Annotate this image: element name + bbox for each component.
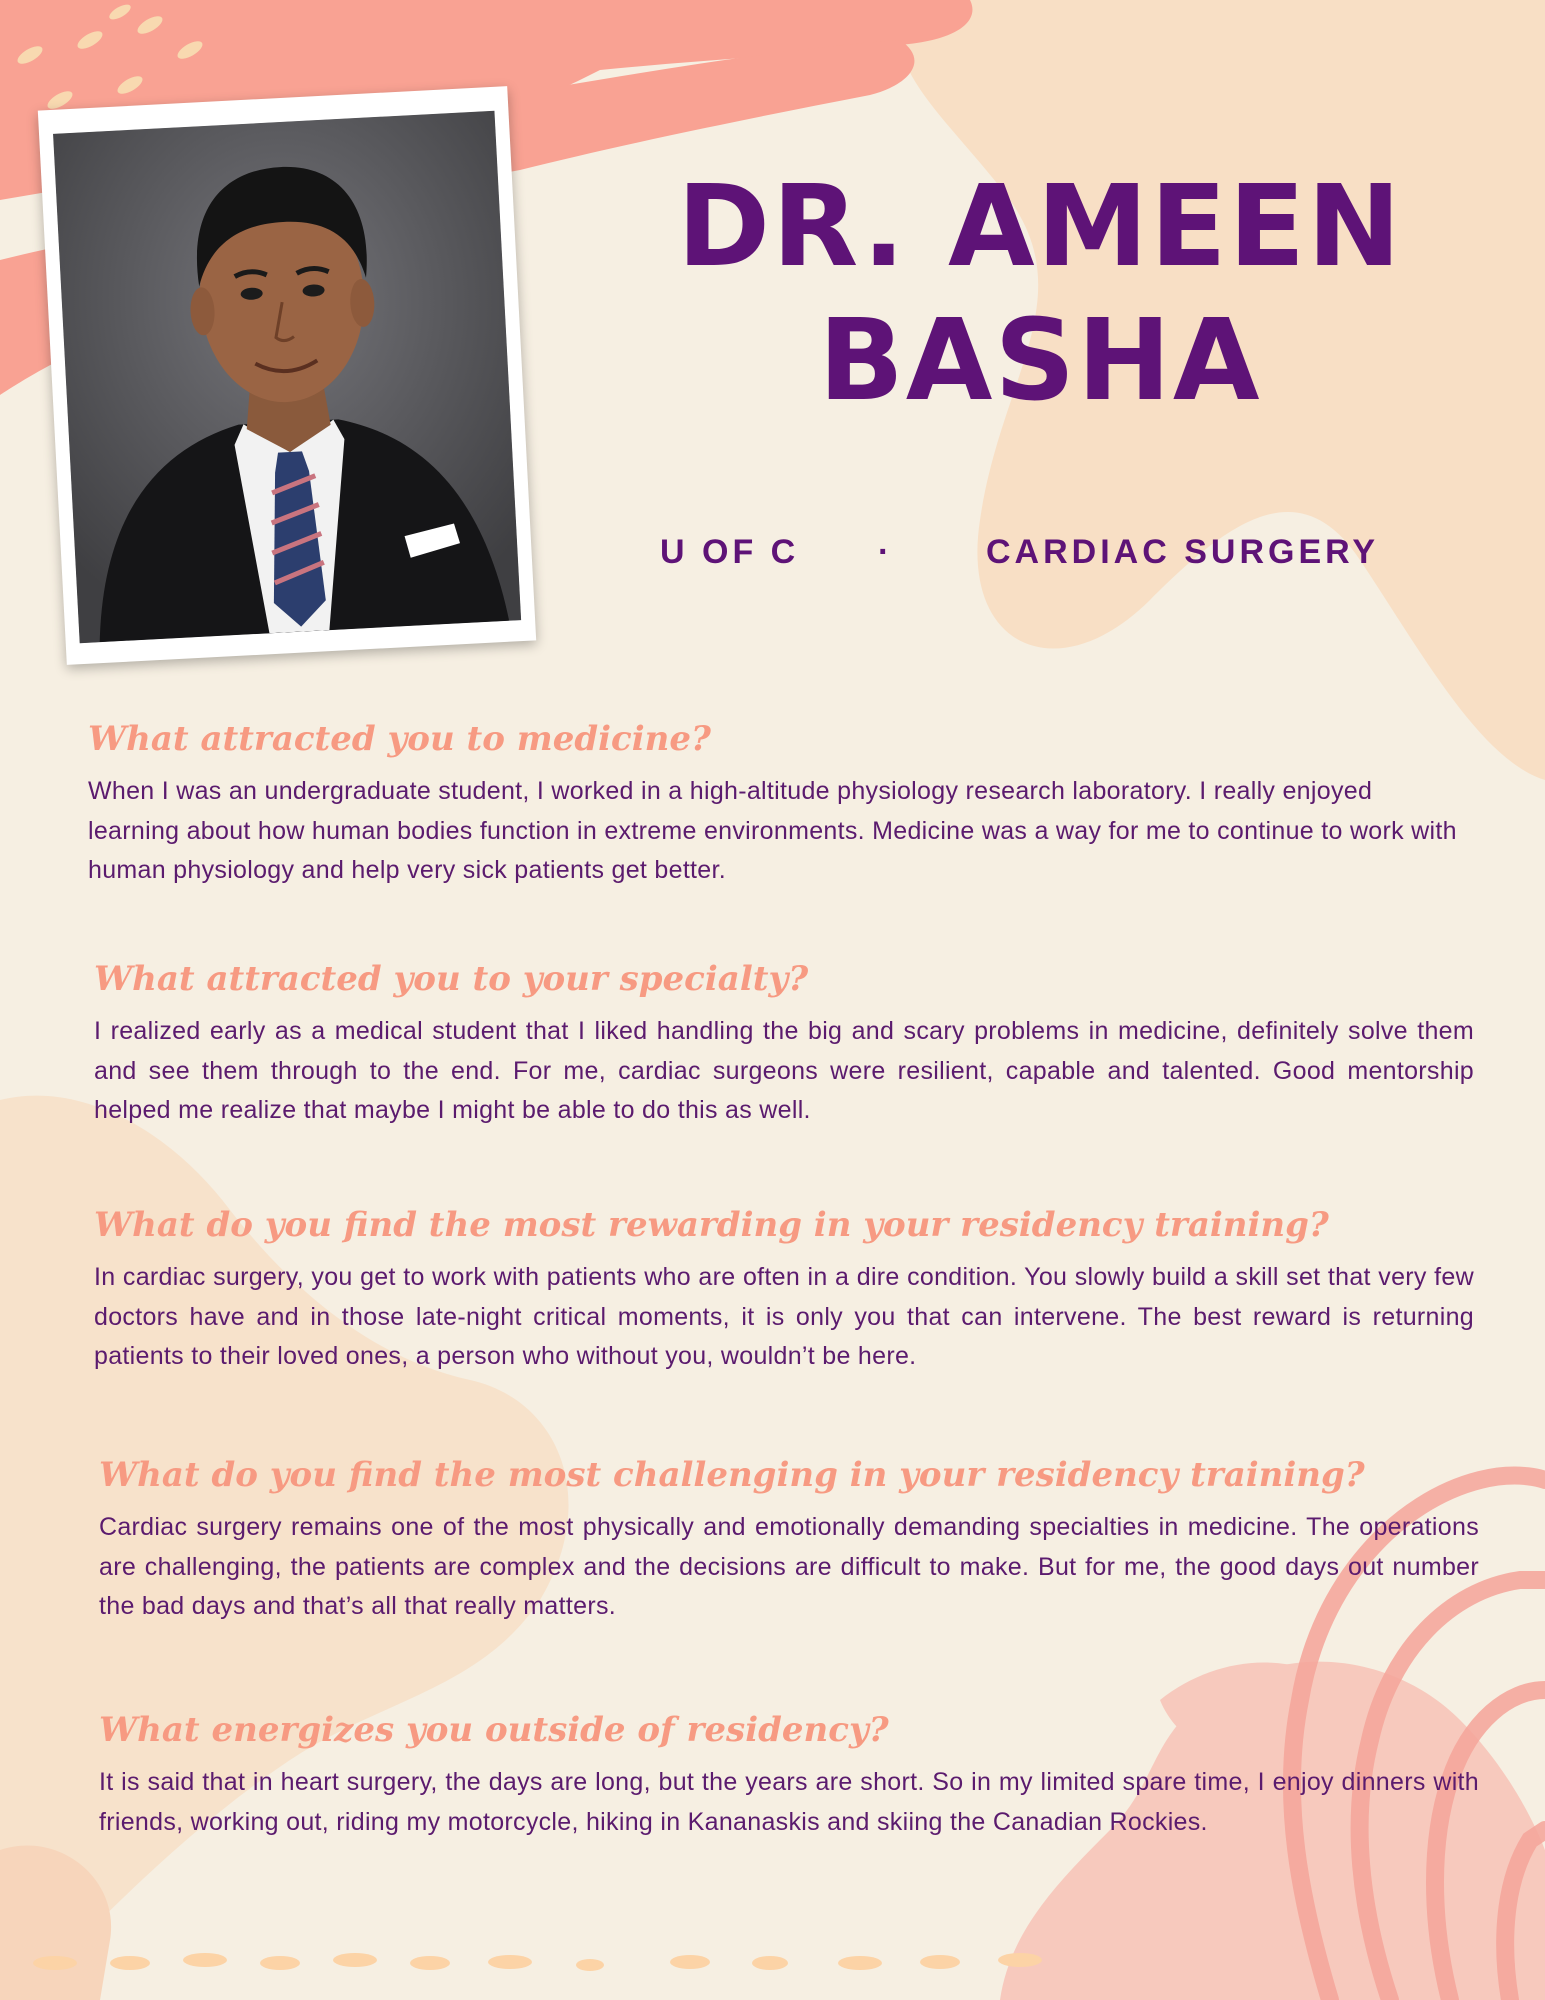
qa-section-specialty bbox=[94, 958, 1474, 1131]
name-line-2: BASHA bbox=[818, 296, 1262, 426]
answer-text: When I was an undergraduate student, I worked in a high-altitude physiology research laboratory. I really enjoyed learning about how human bodies function in extreme environments. Medicine was a way for me to continue to work with human physiology and help very sick patients get better. bbox=[88, 777, 1457, 884]
doctor-name bbox=[640, 160, 1440, 428]
portrait-photo bbox=[53, 111, 521, 643]
answer-text: In cardiac surgery, you get to work with patients who are often in a dire condition. You slowly build a skill set that very few doctors have and in those late-night critical moments, it is only you that can intervene. The best reward is returning patients to their loved ones, a person who without you, wouldn’t be here. bbox=[94, 1263, 1474, 1370]
separator-dot: · bbox=[878, 533, 894, 571]
qa-section-energizes bbox=[99, 1709, 1479, 1842]
question-heading: What attracted you to medicine? bbox=[88, 719, 711, 759]
photo-frame bbox=[38, 86, 536, 665]
question-heading: What attracted you to your specialty? bbox=[94, 959, 809, 999]
answer-text: It is said that in heart surgery, the days are long, but the years are short. So in my limited spare time, I enjoy dinners with friends, working out, riding my motorcycle, hiking in Kananaskis and skiing the Canadian Rockies. bbox=[99, 1768, 1479, 1836]
qa-section-rewarding bbox=[94, 1204, 1474, 1377]
answer-text: I realized early as a medical student that I liked handling the big and scary problems in medicine, definitely solve them and see them through to the end. For me, cardiac surgeons were resilient, capable and talented. Good mentorship helped me realize that maybe I might be able to do this as well. bbox=[94, 1017, 1474, 1124]
question-heading: What energizes you outside of residency? bbox=[99, 1710, 889, 1750]
question-heading: What do you find the most rewarding in your residency training? bbox=[94, 1205, 1329, 1245]
specialty-label: CARDIAC SURGERY bbox=[986, 533, 1380, 571]
qa-section-challenging bbox=[99, 1454, 1479, 1627]
answer-text: Cardiac surgery remains one of the most physically and emotionally demanding specialties in medicine. The operations are challenging, the patients are complex and the decisions are difficult to make. But for me, the good days out number the bad days and that’s all that really matters. bbox=[99, 1513, 1479, 1620]
name-line-1: DR. AMEEN bbox=[677, 162, 1403, 292]
school-label: U OF C bbox=[660, 533, 800, 571]
question-heading: What do you find the most challenging in your residency training? bbox=[99, 1455, 1365, 1495]
qa-section-medicine bbox=[88, 718, 1468, 891]
